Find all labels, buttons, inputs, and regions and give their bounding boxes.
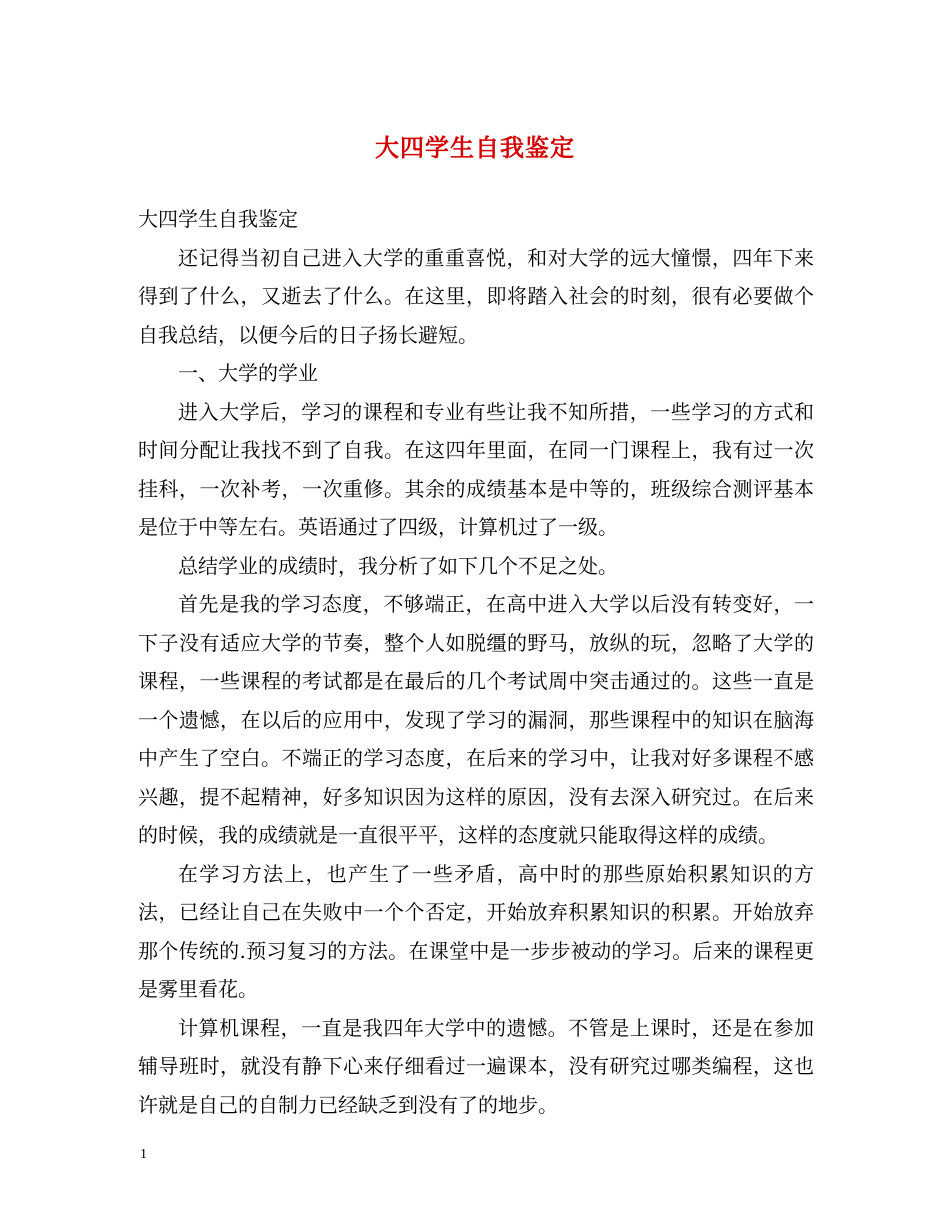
intro-paragraph: 还记得当初自己进入大学的重重喜悦，和对大学的远大憧憬，四年下来得到了什么，又逝去了什么。在这里，即将踏入社会的时刻，很有必要做个自我总结，以便今后的日子扬长避短。 bbox=[138, 245, 814, 347]
body-paragraph: 计算机课程，一直是我四年大学中的遗憾。不管是上课时，还是在参加辅导班时，就没有静下心来仔细看过一遍课本，没有研究过哪类编程，这也许就是自己的自制力已经缺乏到没有了的地步。 bbox=[138, 1015, 814, 1117]
body-paragraph: 进入大学后，学习的课程和专业有些让我不知所措，一些学习的方式和时间分配让我找不到了自我。在这四年里面，在同一门课程上，我有过一次挂科，一次补考，一次重修。其余的成绩基本是中等的，班级综合测评基本是位于中等左右。英语通过了四级，计算机过了一级。 bbox=[138, 399, 814, 539]
page-number: 1 bbox=[140, 1147, 147, 1162]
body-paragraph: 在学习方法上，也产生了一些矛盾，高中时的那些原始积累知识的方法，已经让自己在失败中一个个否定，开始放弃积累知识的积累。开始放弃那个传统的.预习复习的方法。在课堂中是一步步被动的学习。后来的课程更是雾里看花。 bbox=[138, 861, 814, 1001]
document-body bbox=[138, 200, 814, 1124]
subtitle-paragraph: 大四学生自我鉴定 bbox=[138, 207, 298, 231]
body-paragraph: 首先是我的学习态度，不够端正，在高中进入大学以后没有转变好，一下子没有适应大学的节奏，整个人如脱缰的野马，放纵的玩，忽略了大学的课程，一些课程的考试都是在最后的几个考试周中突击通过的。这些一直是一个遗憾，在以后的应用中，发现了学习的漏洞，那些课程中的知识在脑海中产生了空白。不端正的学习态度，在后来的学习中，让我对好多课程不感兴趣，提不起精神，好多知识因为这样的原因，没有去深入研究过。在后来的时候，我的成绩就是一直很平平，这样的态度就只能取得这样的成绩。 bbox=[138, 592, 814, 847]
body-paragraph: 总结学业的成绩时，我分析了如下几个不足之处。 bbox=[178, 553, 618, 578]
document-title: 大四学生自我鉴定 bbox=[375, 133, 575, 162]
section-heading: 一、大学的学业 bbox=[178, 361, 318, 385]
